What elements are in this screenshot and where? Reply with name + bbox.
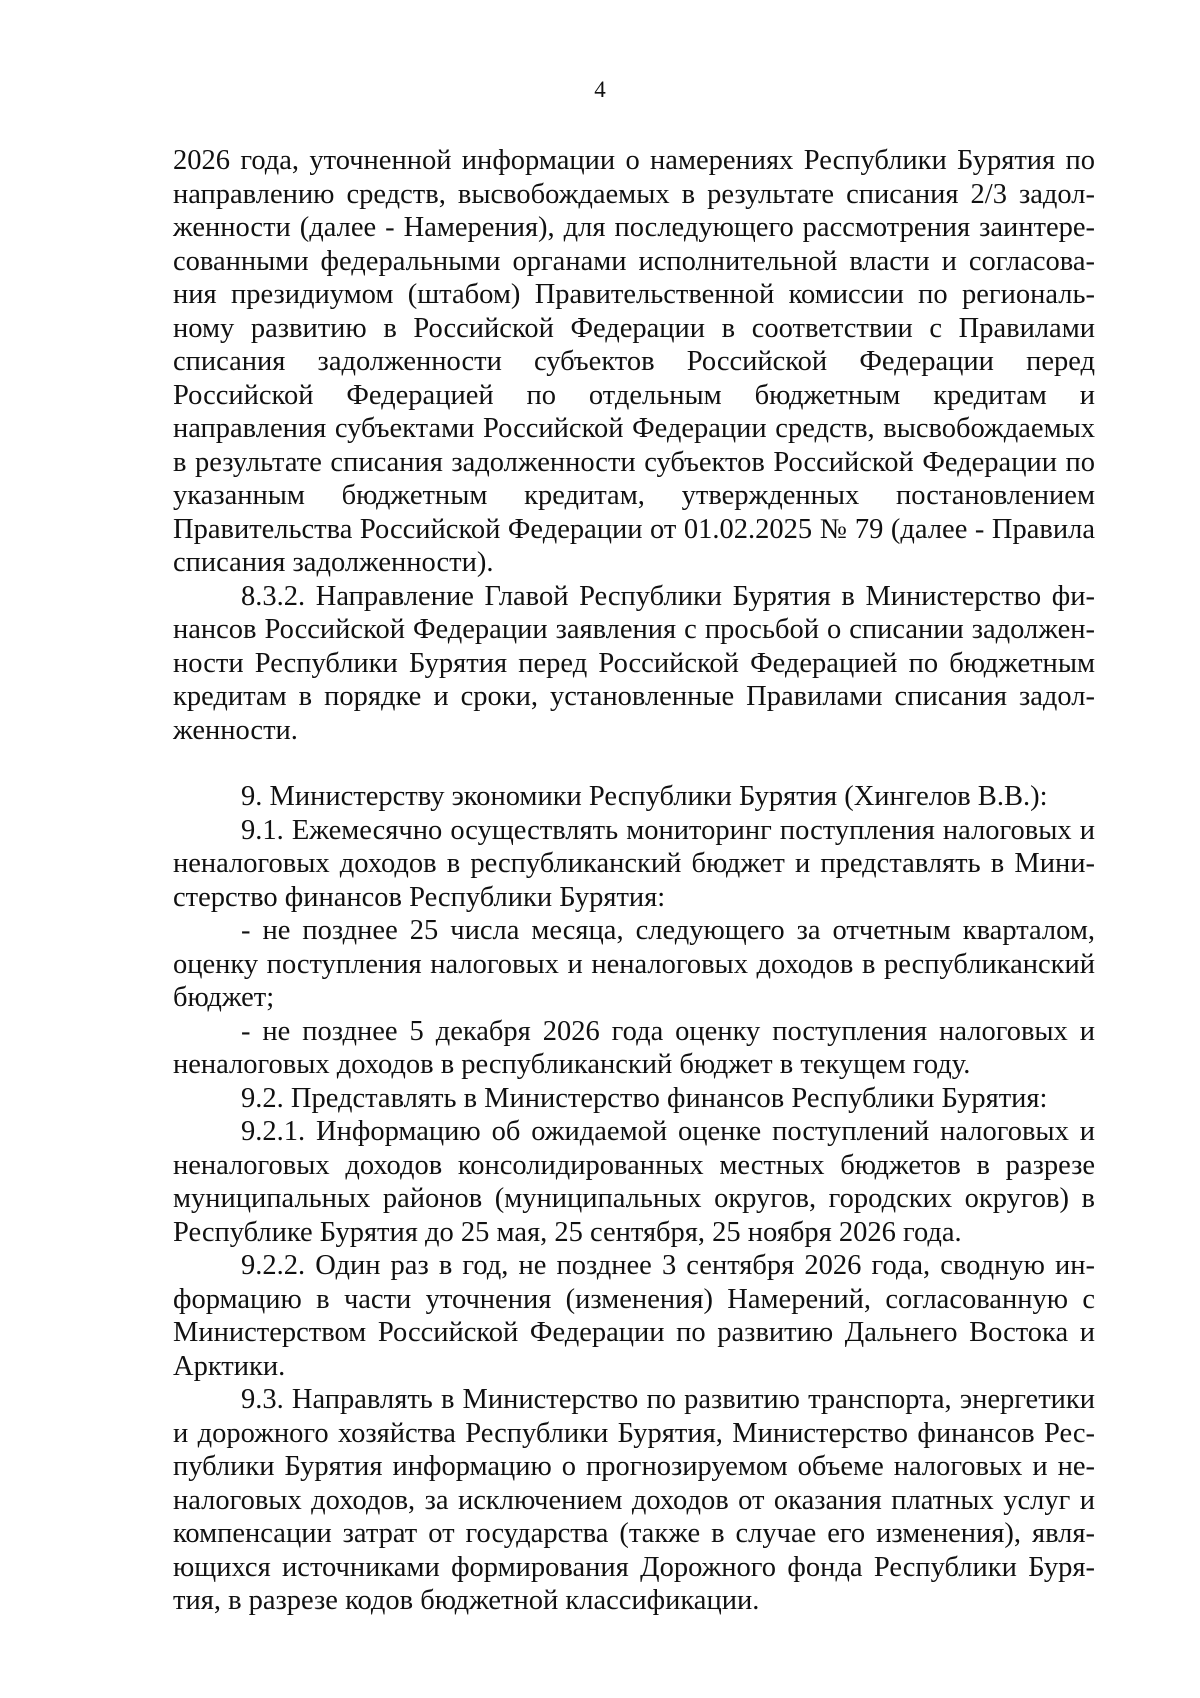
- paragraph-9-1: 9.1. Ежемесячно осуществлять мониторинг поступления налоговых и неналоговых доходов в республиканский бюджет и представлять в Министерство финансов Республики Бурятия:: [173, 814, 1095, 913]
- paragraph-9-1-item-1: - не позднее 25 числа месяца, следующего за отчетным кварталом, оценку поступления налоговых и неналоговых доходов в республиканский бюджет;: [173, 915, 1095, 1013]
- paragraph-9-2: 9.2. Представлять в Министерство финансов Республики Бурятия:: [241, 1082, 1048, 1114]
- paragraph-9-3: 9.3. Направлять в Министерство по развитию транспорта, энергетики и дорожного хозяйства Республики Бурятия, Министерство финансов Республики Бурятия информацию о прогнозируемом объеме налоговых и неналоговых доходов, за исключением доходов от оказания платных услуг и компенсации затрат от государства (также в случае его изменения), являющихся источниками формирования Дорожного фонда Республики Бурятия, в разрезе кодов бюджетной классификации.: [173, 1384, 1095, 1616]
- paragraph-9-1-item-2: - не позднее 5 декабря 2026 года оценку поступления налоговых и неналоговых доходов в республиканский бюджет в текущем году.: [173, 1015, 1095, 1080]
- paragraph-9-2-1: 9.2.1. Информацию об ожидаемой оценке поступлений налоговых и неналоговых доходов консолидированных местных бюджетов в разрезе муниципальных районов (муниципальных округов, городских округов) в Республике Бурятия до 25 мая, 25 сентября, 25 ноября 2026 года.: [173, 1116, 1095, 1248]
- page-number: 4: [594, 77, 606, 102]
- paragraph-9-2-2: 9.2.2. Один раз в год, не позднее 3 сентября 2026 года, сводную информацию в части уточнения (изменения) Намерений, согласованную с Министерством Российской Федерации по развитию Дальнего Востока и Арктики.: [173, 1250, 1095, 1382]
- paragraph-8-3-2: 8.3.2. Направление Главой Республики Бурятия в Министерство финансов Российской Федерации заявления с просьбой о списании задолженности Республики Бурятия перед Российской Федерацией по бюджетным кредитам в порядке и сроки, установленные Правилами списания задолженности.: [173, 580, 1095, 746]
- paragraph-9: 9. Министерству экономики Республики Бурятия (Хингелов В.В.):: [241, 781, 1048, 812]
- paragraph-continuation: 2026 года, уточненной информации о намерениях Республики Бурятия по направлению средств, высвобождаемых в результате списания 2/3 задолженности (далее - Намерения), для последующего рассмотрения заинтересованными федеральными органами исполнительной власти и согласования президиумом (штабом) Правительственной комиссии по региональному развитию в Российской Федерации в соответствии с Правилами списания задолженности субъектов Российской Федерации перед Российской Федерацией по отдельным бюджетным кредитам и направления субъектами Российской Федерации средств, высвобождаемых в результате списания задолженности субъектов Российской Федерации по указанным бюджетным кредитам, утвержденных постановлением Правительства Российской Федерации от 01.02.2025 № 79 (далее - Правила списания задолженности).: [173, 145, 1095, 578]
- document-body: [173, 144, 1095, 1618]
